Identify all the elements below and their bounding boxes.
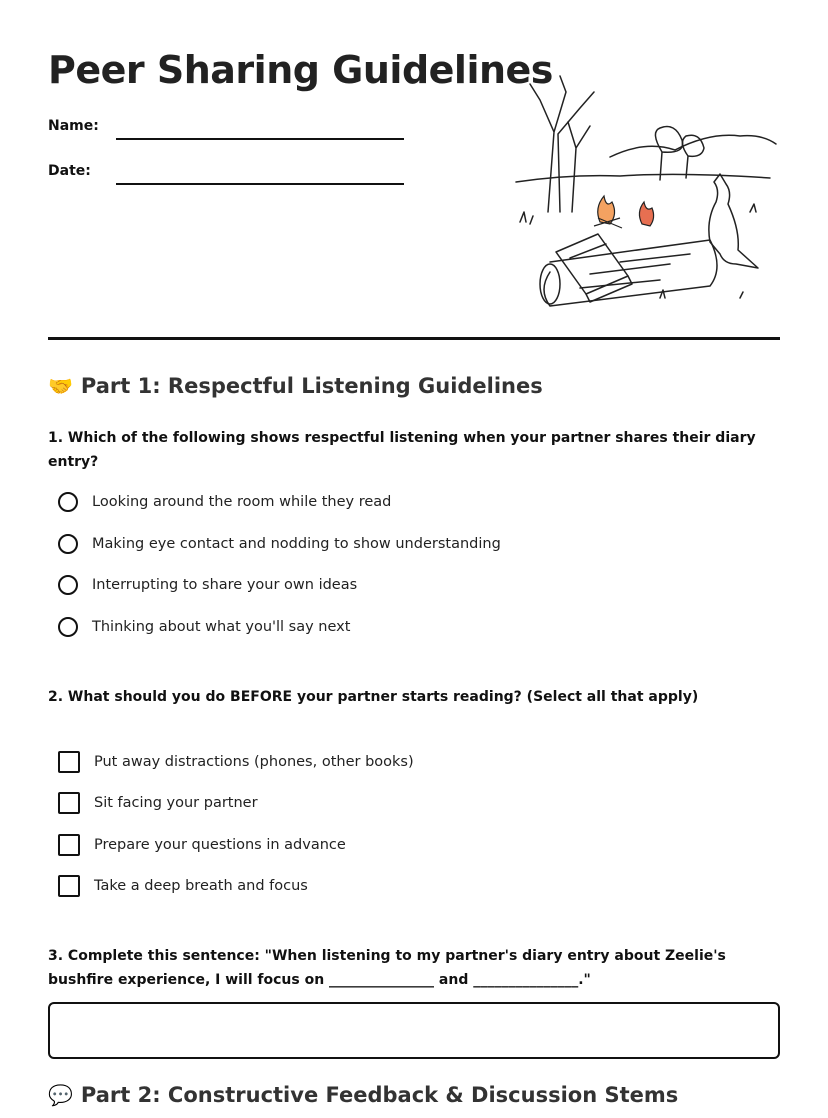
checkbox[interactable] (58, 792, 80, 814)
speech-bubble-icon: 💬 (48, 1083, 73, 1107)
radio-button[interactable] (58, 617, 78, 637)
checkbox[interactable] (58, 751, 80, 773)
part1-heading (48, 374, 543, 398)
option-label: Interrupting to share your own ideas (92, 577, 358, 593)
q2-option-2[interactable] (58, 792, 258, 814)
q2-option-3[interactable] (58, 834, 346, 856)
part2-title: Part 2: Constructive Feedback & Discussion Stems (80, 1083, 679, 1107)
question-1: 1. Which of the following shows respectful listening when your partner shares their diary entry? (48, 430, 756, 470)
question-3: 3. Complete this sentence: "When listening to my partner's diary entry about Zeelie's bushfire experience, I will focus on _______________ and _______________." (48, 948, 726, 988)
option-label: Sit facing your partner (94, 795, 258, 811)
handshake-icon: 🤝 (48, 374, 73, 398)
checkbox[interactable] (58, 875, 80, 897)
q2-option-4[interactable] (58, 875, 308, 897)
option-label: Looking around the room while they read (92, 494, 392, 510)
section-divider (48, 337, 780, 340)
q2-option-1[interactable] (58, 751, 414, 773)
option-label: Prepare your questions in advance (94, 837, 346, 853)
q3-answer-field[interactable] (48, 1002, 780, 1059)
radio-button[interactable] (58, 492, 78, 512)
name-label: Name: (48, 118, 99, 134)
part1-title: Part 1: Respectful Listening Guidelines (80, 374, 543, 398)
date-label: Date: (48, 163, 91, 179)
question-2: 2. What should you do BEFORE your partner starts reading? (Select all that apply) (48, 689, 699, 705)
option-label: Making eye contact and nodding to show understanding (92, 536, 501, 552)
radio-button[interactable] (58, 534, 78, 554)
q1-option-1[interactable] (58, 492, 391, 512)
q1-option-3[interactable] (58, 575, 357, 595)
radio-button[interactable] (58, 575, 78, 595)
date-field[interactable] (116, 183, 404, 185)
name-field[interactable] (116, 138, 404, 140)
option-label: Put away distractions (phones, other books) (94, 754, 414, 770)
option-label: Take a deep breath and focus (94, 878, 308, 894)
page-title: Peer Sharing Guidelines (48, 48, 553, 92)
bush-campfire-kangaroo-illustration (510, 62, 780, 312)
q1-option-4[interactable] (58, 617, 350, 637)
option-label: Thinking about what you'll say next (92, 619, 351, 635)
q1-option-2[interactable] (58, 534, 501, 554)
part2-heading (48, 1083, 678, 1107)
checkbox[interactable] (58, 834, 80, 856)
